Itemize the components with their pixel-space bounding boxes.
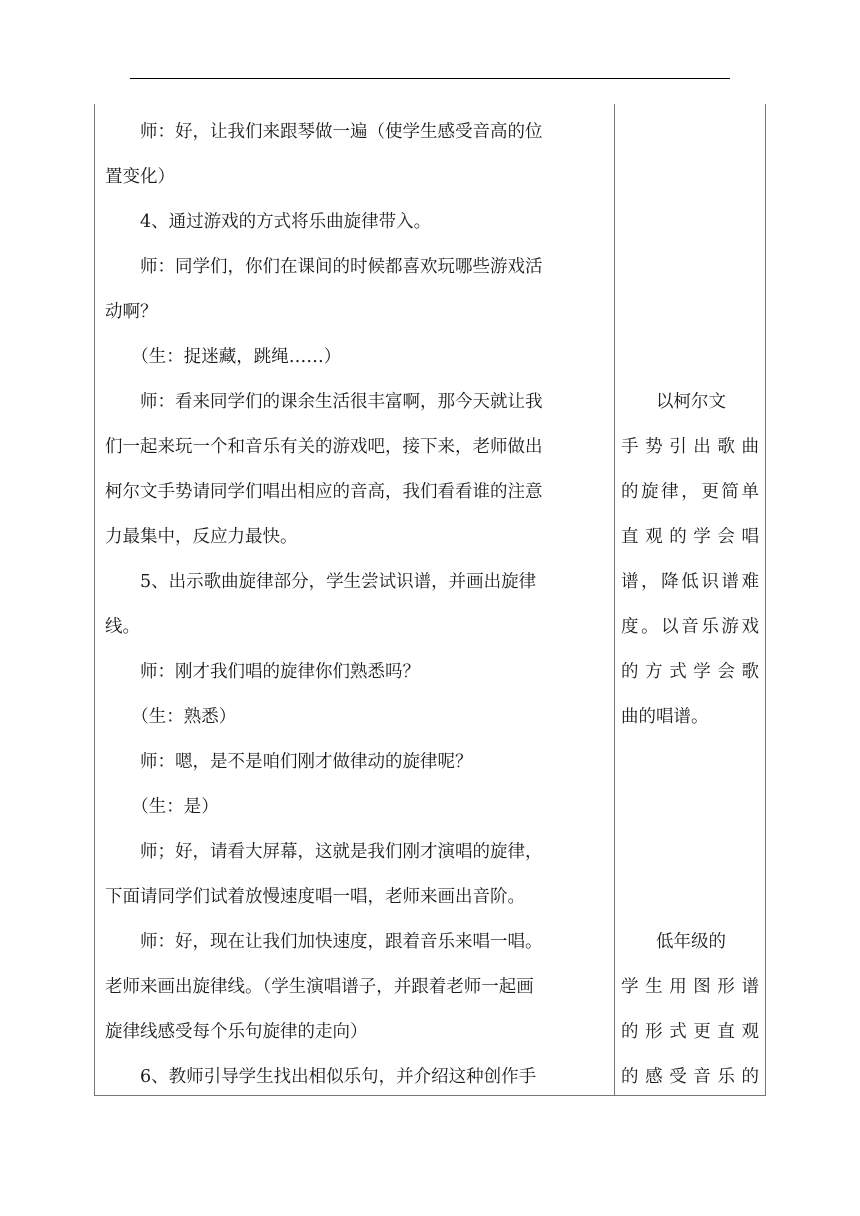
text-line: 线。: [105, 617, 140, 637]
text-line: 师：看来同学们的课余生活很丰富啊，那今天就让我: [105, 392, 543, 412]
side-note-line: 度。以音乐游戏: [621, 617, 759, 637]
side-note-line: 的方式学会歌: [621, 662, 759, 682]
side-note-line: 低年级的: [621, 932, 726, 952]
text-line: 师：好，现在让我们加快速度，跟着音乐来唱一唱。: [105, 932, 543, 952]
text-line: 6、教师引导学生找出相似乐句，并介绍这种创作手: [105, 1067, 537, 1087]
text-line: 旋律线感受每个乐句旋律的走向）: [105, 1022, 368, 1042]
text-line: 力最集中，反应力最快。: [105, 527, 298, 547]
side-note-line: 手势引出歌曲: [621, 437, 759, 457]
text-line: 4、通过游戏的方式将乐曲旋律带入。: [105, 212, 432, 232]
side-note-line: 谱，降低识谱难: [621, 572, 759, 592]
lesson-table: [94, 104, 766, 1096]
column-divider: [614, 104, 615, 1095]
side-note-line: 的感受音乐的: [621, 1067, 759, 1087]
text-line: （生：捉迷藏，跳绳……）: [105, 347, 342, 367]
side-note-line: 以柯尔文: [621, 392, 726, 412]
text-line: 师：刚才我们唱的旋律你们熟悉吗？: [105, 662, 420, 682]
header-rule: [130, 78, 730, 79]
text-line: 师：同学们，你们在课间的时候都喜欢玩哪些游戏活: [105, 257, 543, 277]
text-line: 动啊？: [105, 302, 158, 322]
side-note-line: 学生用图形谱: [621, 977, 759, 997]
text-line: 老师来画出旋律线。（学生演唱谱子，并跟着老师一起画: [105, 977, 534, 997]
side-note-line: 的形式更直观: [621, 1022, 759, 1042]
side-note-line: 曲的唱谱。: [621, 707, 709, 727]
text-line: 师；好，请看大屏幕，这就是我们刚才演唱的旋律，: [105, 842, 543, 862]
text-line: 柯尔文手势请同学们唱出相应的音高，我们看看谁的注意: [105, 482, 543, 502]
text-line: 们一起来玩一个和音乐有关的游戏吧，接下来，老师做出: [105, 437, 543, 457]
text-line: 师：好，让我们来跟琴做一遍（使学生感受音高的位: [105, 122, 543, 142]
text-line: （生：熟悉）: [105, 707, 237, 727]
text-line: 置变化）: [105, 167, 175, 187]
text-line: 下面请同学们试着放慢速度唱一唱，老师来画出音阶。: [105, 887, 525, 907]
text-line: （生：是）: [105, 797, 219, 817]
side-note-line: 直观的学会唱: [621, 527, 759, 547]
text-line: 5、出示歌曲旋律部分，学生尝试识谱，并画出旋律: [105, 572, 537, 592]
text-line: 师：嗯，是不是咱们刚才做律动的旋律呢？: [105, 752, 473, 772]
side-note-line: 的旋律，更简单: [621, 482, 759, 502]
